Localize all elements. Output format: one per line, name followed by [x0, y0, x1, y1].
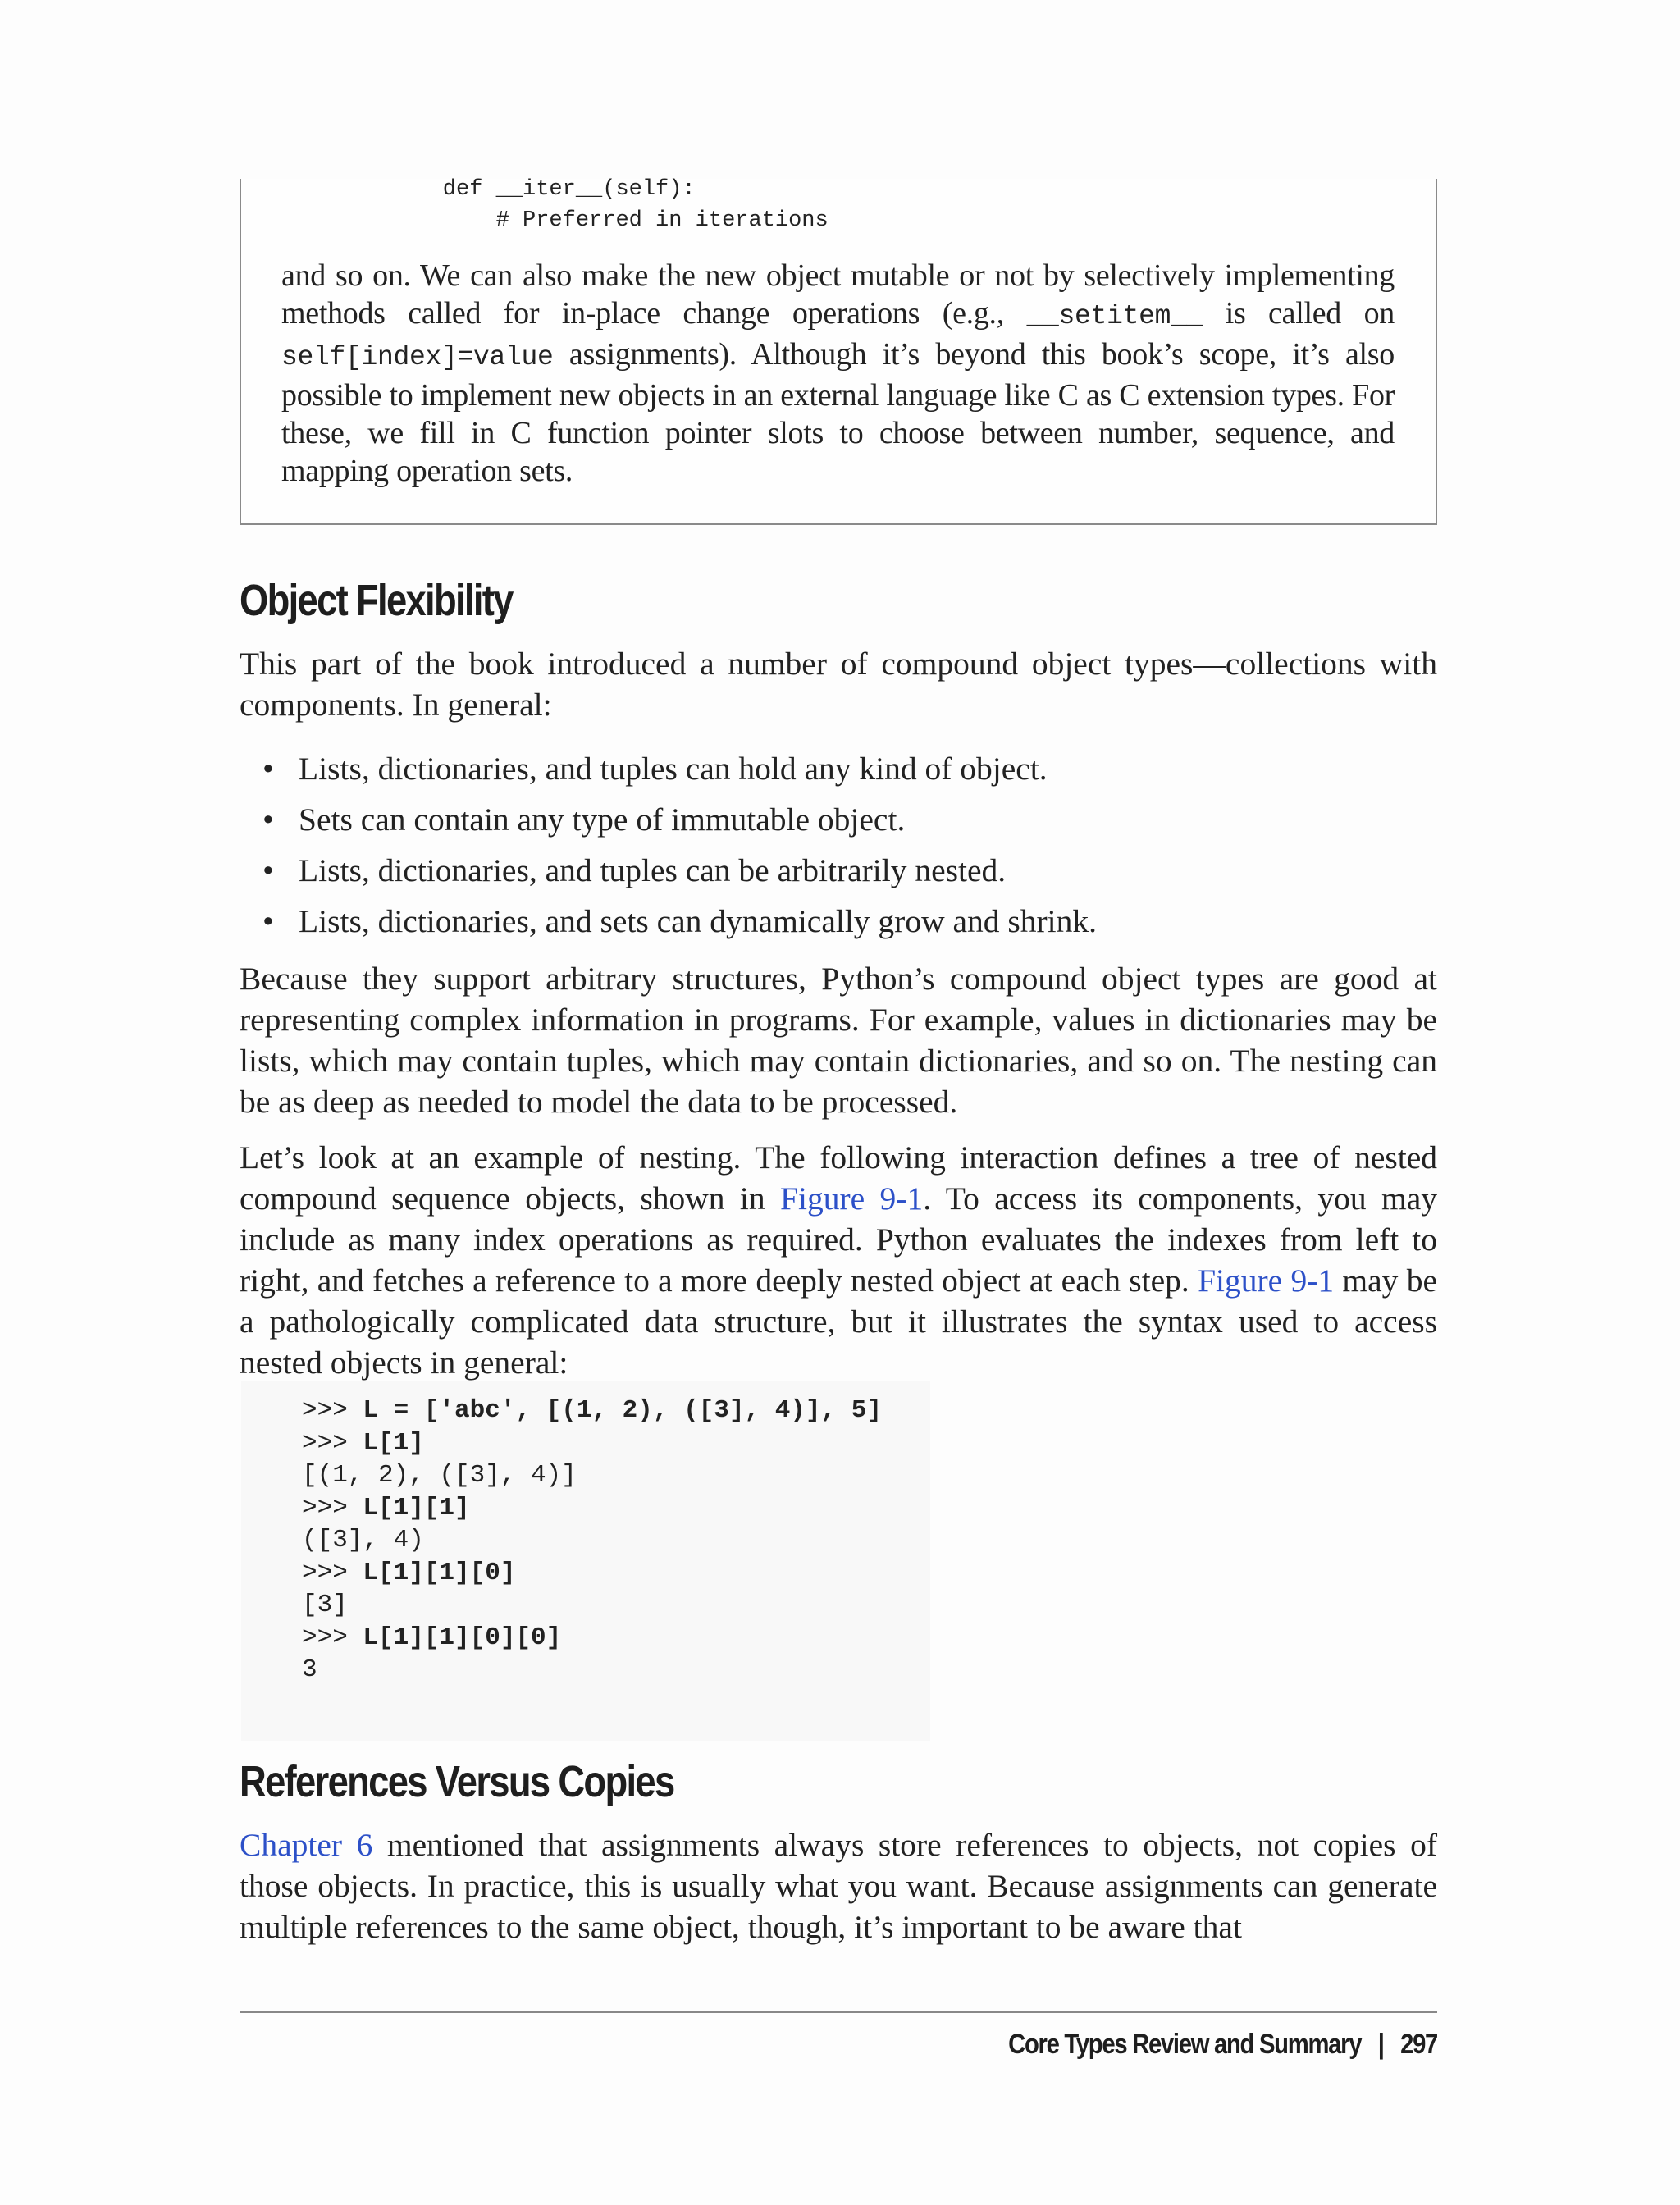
- bullet-icon: •: [262, 852, 274, 888]
- page-footer: [1008, 2026, 1437, 2062]
- code-prompt: >>>: [302, 1558, 363, 1587]
- paragraph-structures: Because they support arbitrary structures, Python’s compound object types are good at representing complex information in programs. For example, values in dictionaries may be lists, which may contain tuples, which may contain dictionaries, and so on. The nesting can be as deep as needed to model the data to be processed.: [240, 961, 1437, 1120]
- bullet-icon: •: [262, 903, 274, 939]
- code-input: L[1]: [363, 1428, 424, 1458]
- code-prompt: >>>: [302, 1428, 363, 1458]
- code-output-line: ([3], 4): [302, 1526, 424, 1554]
- code-output-line: [(1, 2), ([3], 4)]: [302, 1461, 577, 1490]
- code-line: def __iter__(self):: [390, 177, 696, 202]
- running-head: Core Types Review and Summary: [1008, 2029, 1362, 2060]
- code-output-line: 3: [302, 1655, 317, 1684]
- sidebar-code-snippet: [390, 174, 829, 236]
- list-item: • Sets can contain any type of immutable object.: [240, 794, 1437, 845]
- code-input: L[1][1]: [363, 1493, 470, 1522]
- code-input-line: [302, 1557, 882, 1590]
- intro-paragraph: This part of the book introduced a number of compound object types—collections with components. In general:: [240, 646, 1437, 723]
- code-input: L[1][1][0]: [363, 1558, 516, 1587]
- sidebar-paragraph: and so on. We can also make the new object mutable or not by selectively implementing methods called for in-place change operations (e.g., __setitem__ is called on self[index]=value assignments). Although it’s beyond this book’s scope, it’s also possible to implement new objects in an external language like C as C extension types. For these, we fill in C function pointer slots to choose between number, sequence, and mapping operation sets.: [281, 258, 1395, 488]
- code-input-line: [302, 1492, 882, 1525]
- bullet-list: [240, 743, 1437, 947]
- code-line: # Preferred in iterations: [390, 208, 829, 233]
- figure-link[interactable]: Figure 9-1: [1198, 1262, 1335, 1299]
- code-input-line: [302, 1622, 882, 1655]
- list-item: • Lists, dictionaries, and tuples can be arbitrarily nested.: [240, 845, 1437, 896]
- code-input: L = ['abc', [(1, 2), ([3], 4)], 5]: [363, 1396, 882, 1425]
- paragraph-nesting-example: Let’s look at an example of nesting. The following interaction defines a tree of nested compound sequence objects, shown in Figure 9-1. To access its components, you may include as many index operations as required. Python evaluates the indexes from left to right, and fetches a reference to a more deeply nested object at each step. Figure 9-1 may be a pathologically complicated data structure, but it illustrates the syntax used to access nested objects in general:: [240, 1139, 1437, 1381]
- footer-separator: |: [1377, 2029, 1384, 2060]
- code-prompt: >>>: [302, 1623, 363, 1652]
- inline-code: self[index]=value: [281, 342, 554, 372]
- bullet-icon: •: [262, 751, 274, 787]
- list-item: • Lists, dictionaries, and tuples can hold any kind of object.: [240, 743, 1437, 794]
- list-item: • Lists, dictionaries, and sets can dynamically grow and shrink.: [240, 896, 1437, 947]
- code-output-line: [3]: [302, 1591, 348, 1619]
- code-input: L[1][1][0][0]: [363, 1623, 562, 1652]
- code-prompt: >>>: [302, 1396, 363, 1425]
- code-example: [302, 1395, 882, 1687]
- inline-code: __setitem__: [1026, 301, 1203, 331]
- section-heading-references-versus-copies: References Versus Copies: [240, 1757, 674, 1806]
- section-heading-object-flexibility: Object Flexibility: [240, 576, 513, 625]
- code-input-line: [302, 1395, 882, 1427]
- footer-rule: [240, 2011, 1437, 2013]
- figure-link[interactable]: Figure 9-1: [780, 1180, 924, 1217]
- paragraph-references: Chapter 6 mentioned that assignments always store references to objects, not copies of those objects. In practice, this is usually what you want. Because assignments can generate multiple references to the same object, though, it’s important to be aware that: [240, 1827, 1437, 1945]
- chapter-link[interactable]: Chapter 6: [240, 1827, 373, 1863]
- page-number: 297: [1400, 2029, 1437, 2060]
- code-prompt: >>>: [302, 1493, 363, 1522]
- bullet-icon: •: [262, 801, 274, 838]
- code-input-line: [302, 1427, 882, 1460]
